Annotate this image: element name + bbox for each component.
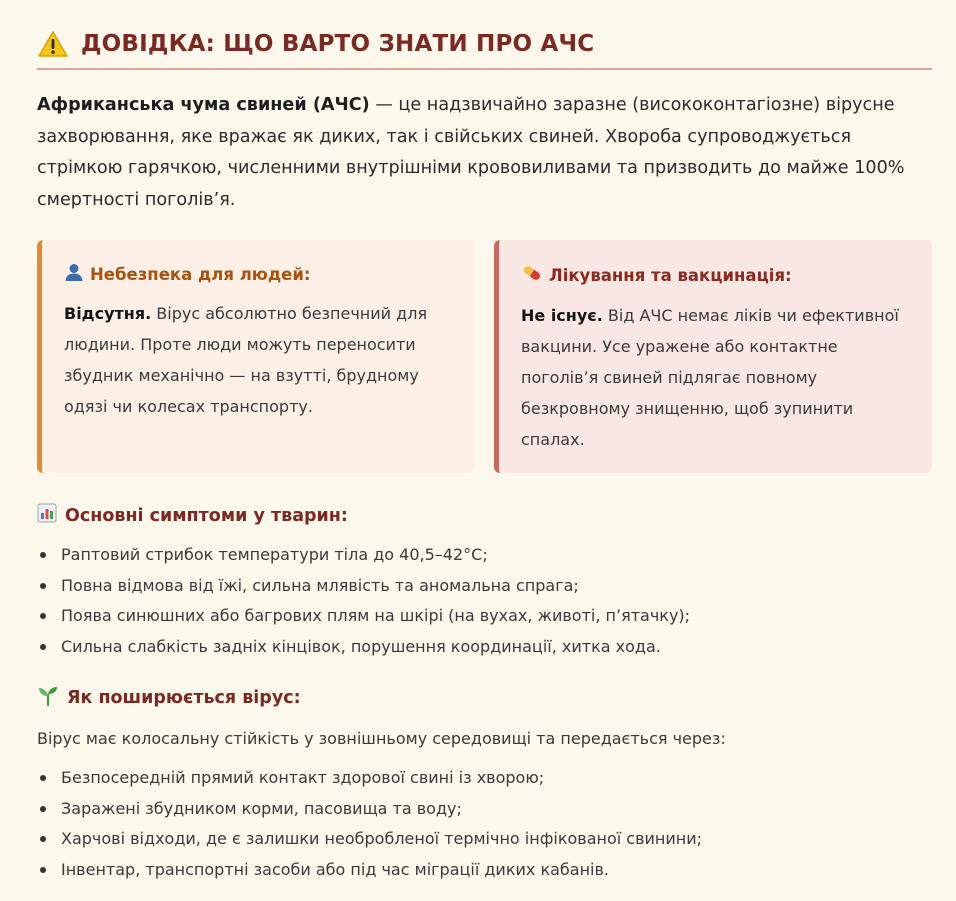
list-item: Харчові відходи, де є залишки необробленої термічно інфікованої свинини; [61, 824, 932, 855]
list-item: Повна відмова від їжі, сильна млявість та аномальна спрага; [61, 571, 932, 602]
list-item: Заражені збудником корми, пасовища та воду; [61, 794, 932, 825]
symptoms-title-text: Основні симптоми у тварин: [65, 505, 348, 526]
bar-chart-icon [37, 503, 57, 528]
page-title: ДОВІДКА: ЩО ВАРТО ЗНАТИ ПРО АЧС [81, 31, 595, 57]
card-people-danger [37, 240, 475, 473]
card-cure-text [521, 300, 912, 455]
intro-paragraph [37, 90, 932, 216]
symptoms-title [37, 503, 932, 528]
list-item: Безпосередній прямий контакт здорової свині із хворою; [61, 763, 932, 794]
list-item: Сильна слабкість задніх кінцівок, порушення координації, хитка хода. [61, 632, 932, 663]
card-cure-body: Від АЧС немає ліків чи ефективної вакцини. Усе уражене або контактне поголів’я свиней підлягає повному безкровному знищенню, щоб зупинити спалах. [521, 306, 899, 449]
person-icon [64, 262, 84, 286]
spread-title [37, 684, 932, 711]
card-cure-bold: Не існує. [521, 306, 603, 325]
seedling-icon [37, 684, 59, 711]
list-item: Поява синюшних або багрових плям на шкірі (на вухах, животі, п’ятачку); [61, 601, 932, 632]
list-item: Раптовий стрибок температури тіла до 40,5–42°C; [61, 540, 932, 571]
card-people-title [64, 262, 455, 286]
header [37, 24, 932, 70]
card-people-body: Вірус абсолютно безпечний для людини. Проте люди можуть переносити збудник механічно — на взутті, брудному одязі чи колесах транспорту. [64, 304, 428, 416]
card-cure-title-text: Лікування та вакцинація: [549, 265, 792, 285]
info-cards [37, 240, 932, 473]
pill-icon [521, 262, 543, 288]
card-people-text [64, 298, 455, 422]
intro-text: — це надзвичайно заразне (висококонтагіозне) вірусне захворювання, яке вражає як диких, так і свійських свиней. Хвороба супроводжується стрімкою гарячкою, численними внутрішніми крововиливами та призводить до майже 100% смертності поголів’я. [37, 95, 905, 210]
spread-intro: Вірус має колосальну стійкість у зовнішньому середовищі та передається через: [37, 729, 726, 748]
spread-title-text: Як поширюється вірус: [67, 687, 301, 708]
list-item: Інвентар, транспортні засоби або під час міграції диких кабанів. [61, 855, 932, 886]
symptoms-list [37, 540, 932, 662]
intro-bold: Африканська чума свиней (АЧС) [37, 95, 370, 115]
card-cure-vaccine [494, 240, 932, 473]
warning-icon [37, 30, 69, 58]
spread-list [37, 763, 932, 885]
card-people-bold: Відсутня. [64, 304, 152, 323]
card-people-title-text: Небезпека для людей: [90, 264, 311, 284]
card-cure-title [521, 262, 912, 288]
